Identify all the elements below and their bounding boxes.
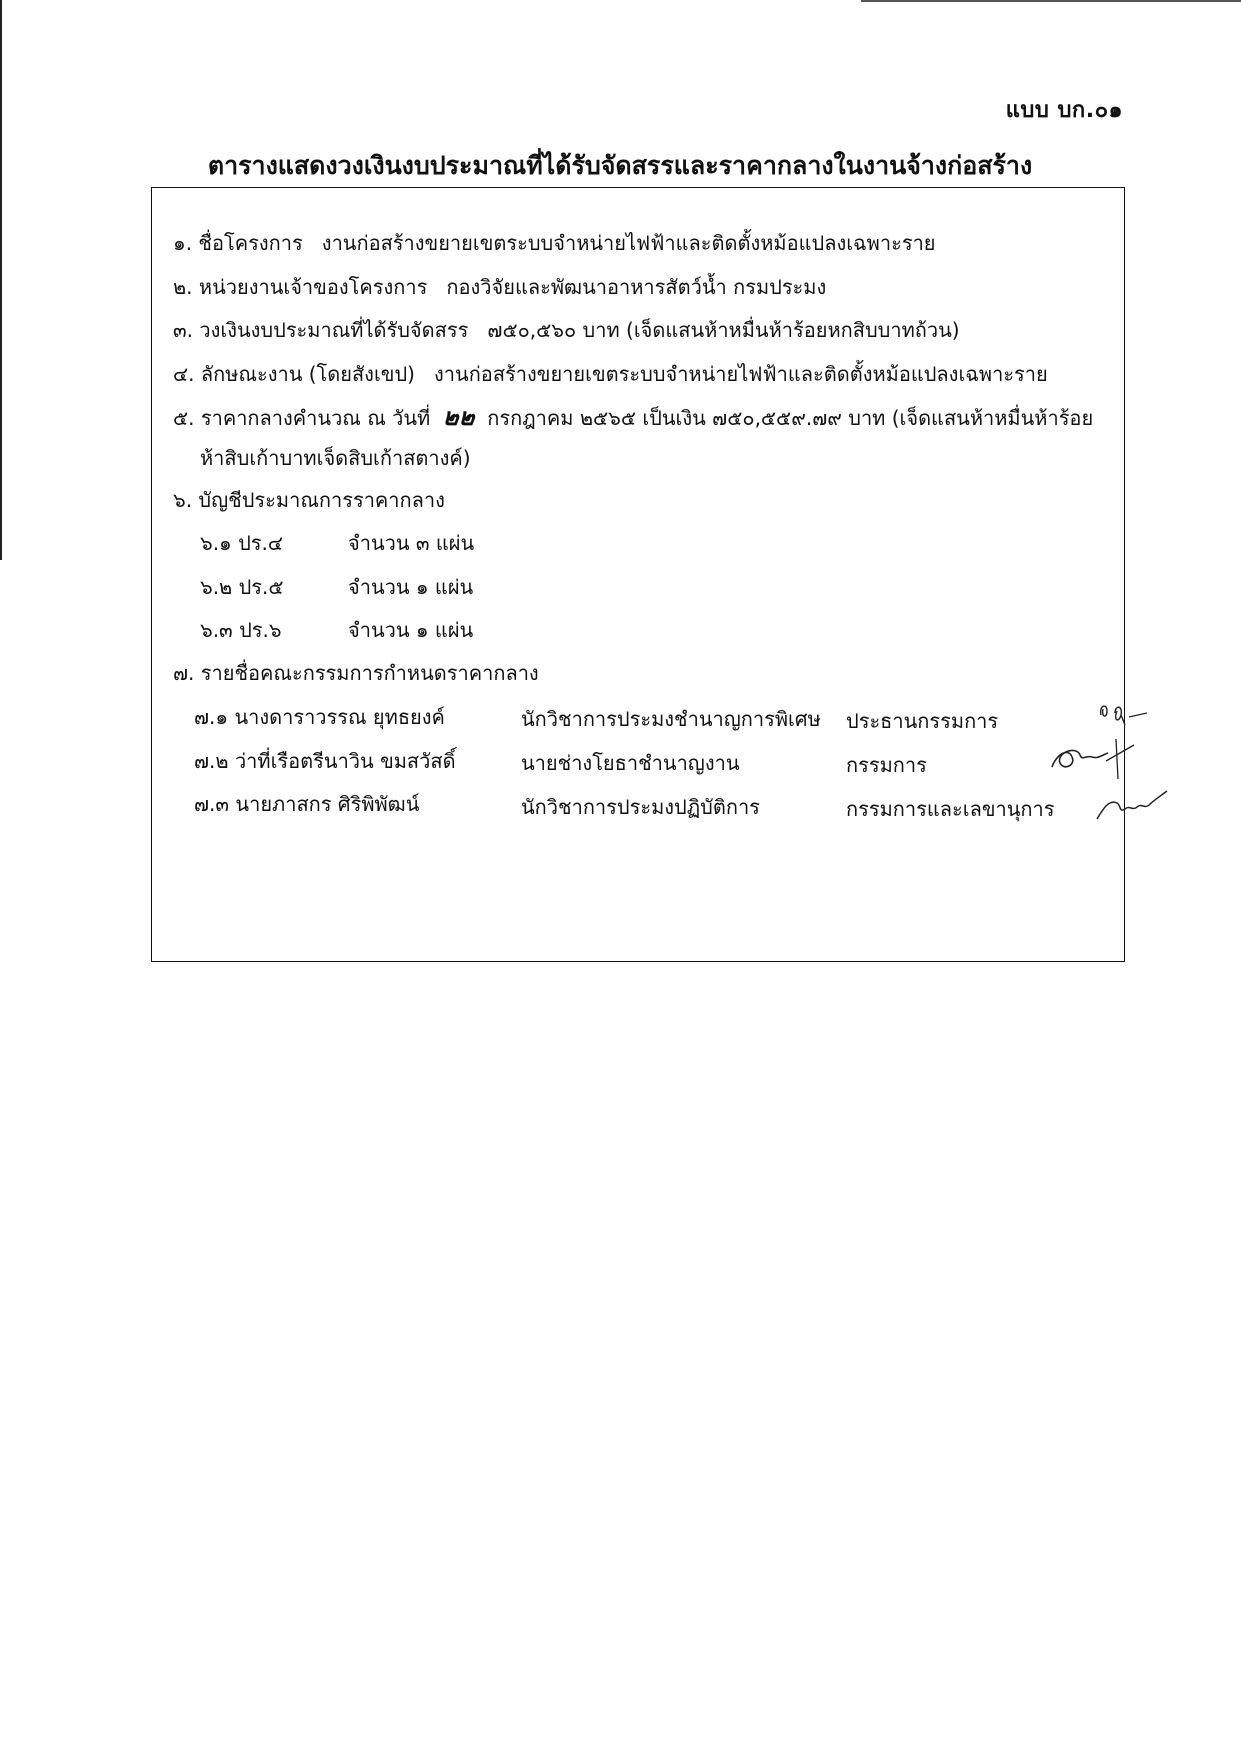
item-project-name-label: ๑. ชื่อโครงการ xyxy=(173,231,303,255)
item-owner-agency xyxy=(173,274,826,300)
committee-member-position: นายช่างโยธาชำนาญงาน xyxy=(521,751,740,775)
item-owner-agency-label: ๒. หน่วยงานเจ้าของโครงการ xyxy=(173,275,428,299)
item-project-name xyxy=(173,230,936,256)
item-budget-value: ๗๕๐,๕๖๐ บาท (เจ็ดแสนห้าหมื่นห้าร้อยหกสิบบาทถ้วน) xyxy=(487,318,960,342)
committee-member-position: นักวิชาการประมงปฏิบัติการ xyxy=(521,795,760,819)
item-work-description-value: งานก่อสร้างขยายเขตระบบจำหน่ายไฟฟ้าและติดตั้งหม้อแปลงเฉพาะราย xyxy=(434,362,1048,386)
item-committee-list: ๗. รายชื่อคณะกรรมการกำหนดราคากลาง xyxy=(173,661,539,685)
item-work-description-label: ๔. ลักษณะงาน (โดยสังเขป) xyxy=(173,362,415,386)
item-work-description xyxy=(173,361,1048,387)
signature-secretary xyxy=(1095,785,1175,825)
committee-member-role: ประธานกรรมการ xyxy=(846,709,999,733)
item-owner-agency-value: กองวิจัยและพัฒนาอาหารสัตว์น้ำ กรมประมง xyxy=(446,275,827,299)
committee-member-name: ๗.๑ นางดาราวรรณ ยุทธยงค์ xyxy=(194,705,445,729)
item-median-price-continuation: ห้าสิบเก้าบาทเจ็ดสิบเก้าสตางค์) xyxy=(200,446,471,470)
item-project-name-value: งานก่อสร้างขยายเขตระบบจำหน่ายไฟฟ้าและติดตั้งหม้อแปลงเฉพาะราย xyxy=(321,231,936,255)
handwritten-date: ๒๒ xyxy=(440,403,477,431)
item-median-price-suffix: กรกฎาคม ๒๕๖๕ เป็นเงิน ๗๕๐,๕๕๙.๗๙ บาท (เจ็ดแสนห้าหมื่นห้าร้อย xyxy=(487,406,1094,430)
signature-chair xyxy=(1095,695,1155,735)
committee-member-position: นักวิชาการประมงชำนาญการพิเศษ xyxy=(521,707,821,731)
estimate-row-code: ๖.๑ ปร.๔ xyxy=(200,531,284,555)
estimate-row-qty: จำนวน ๑ แผ่น xyxy=(348,618,474,642)
scan-edge-top xyxy=(861,0,1241,2)
estimate-row-code: ๖.๒ ปร.๕ xyxy=(200,575,284,599)
item-median-price xyxy=(173,404,1093,431)
scan-edge-left xyxy=(0,0,2,560)
committee-member-role: กรรมการ xyxy=(846,753,927,777)
committee-member-name: ๗.๓ นายภาสกร ศิริพิพัฒน์ xyxy=(194,792,420,816)
committee-member-role: กรรมการและเลขานุการ xyxy=(846,797,1055,821)
estimate-row-code: ๖.๓ ปร.๖ xyxy=(200,618,282,642)
signature-member xyxy=(1046,735,1141,780)
estimate-row-qty: จำนวน ๑ แผ่น xyxy=(348,575,474,599)
item-budget-label: ๓. วงเงินงบประมาณที่ได้รับจัดสรร xyxy=(173,318,469,342)
estimate-row-qty: จำนวน ๓ แผ่น xyxy=(348,531,475,555)
item-median-price-prefix: ๕. ราคากลางคำนวณ ณ วันที่ xyxy=(173,406,431,430)
content-frame xyxy=(151,187,1125,962)
item-price-estimate-list: ๖. บัญชีประมาณการราคากลาง xyxy=(173,488,445,512)
form-code: แบบ บก.๐๑ xyxy=(1005,98,1123,123)
item-budget xyxy=(173,317,960,343)
document-title: ตารางแสดงวงเงินงบประมาณที่ได้รับจัดสรรและราคากลางในงานจ้างก่อสร้าง xyxy=(207,151,1033,180)
committee-member-name: ๗.๒ ว่าที่เรือตรีนาวิน ขมสวัสดิ์ xyxy=(194,749,456,773)
